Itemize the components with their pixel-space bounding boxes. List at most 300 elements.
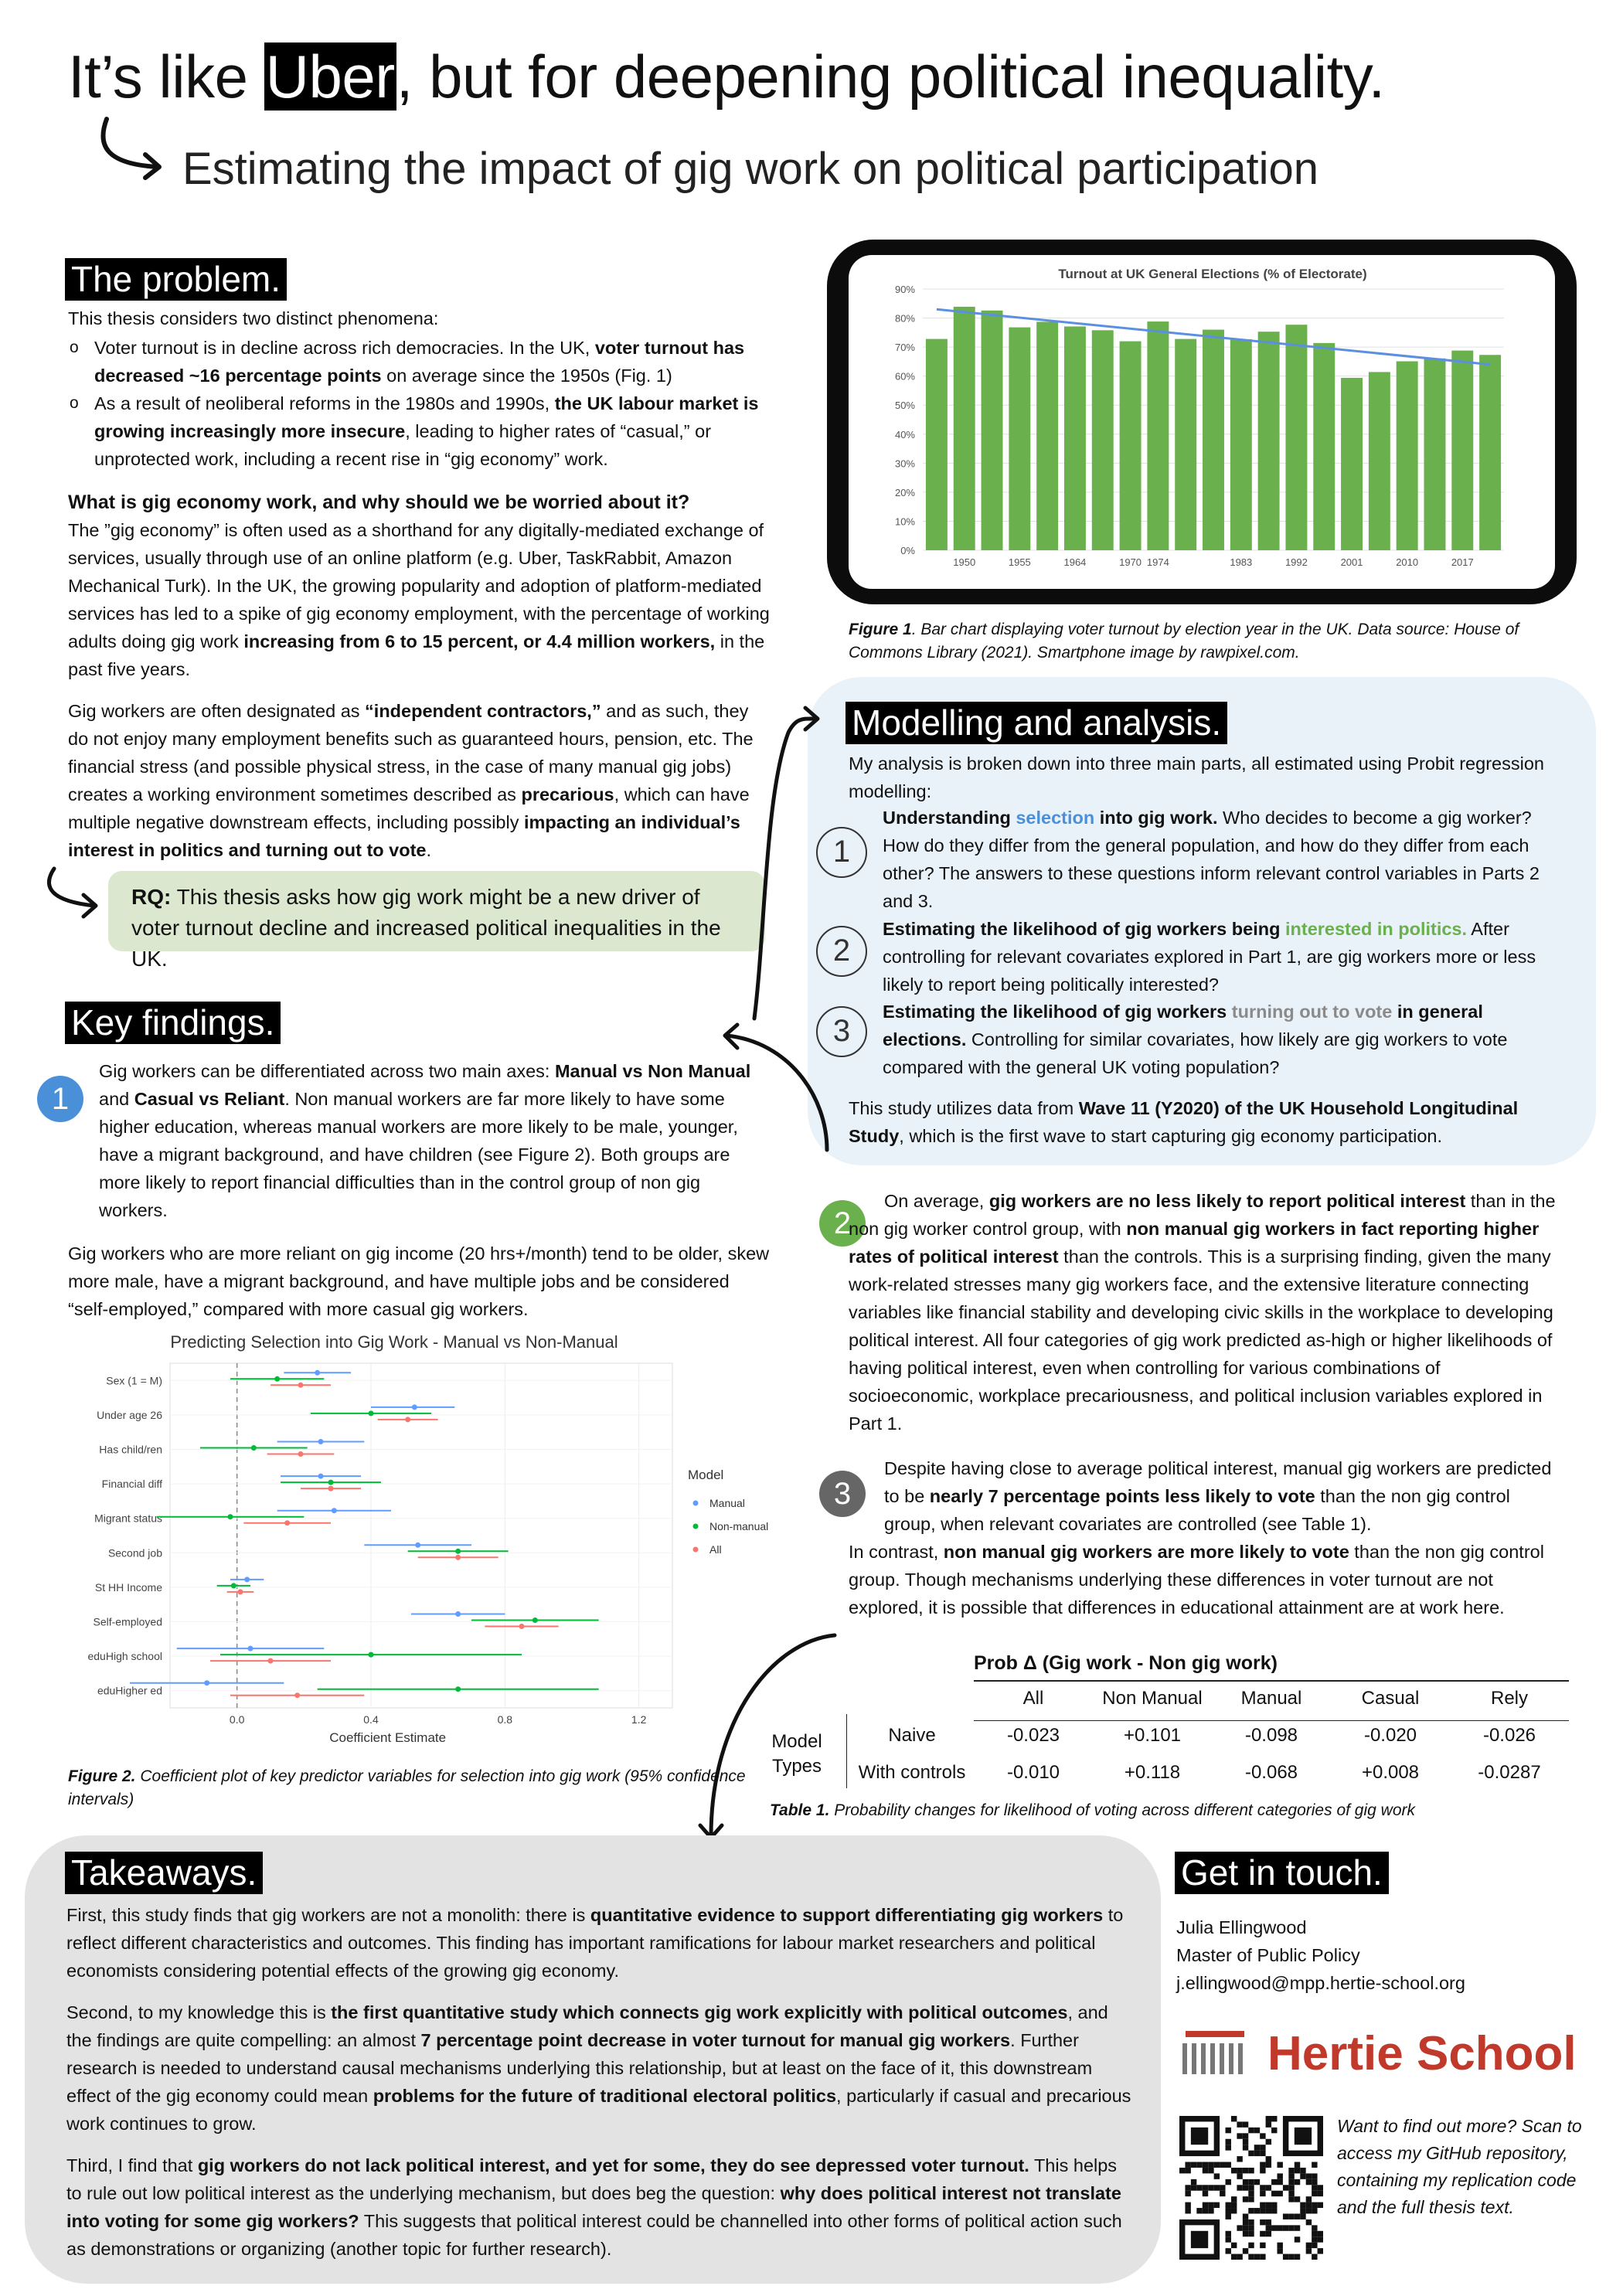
x-tick-label: 1964: [1063, 556, 1087, 568]
qr-module: [1312, 2185, 1317, 2190]
point-Manual: [315, 1370, 320, 1376]
qr-module: [1312, 2162, 1317, 2168]
bar-1955: [1009, 328, 1030, 550]
qr-module: [1248, 2196, 1254, 2202]
qr-module: [1226, 2202, 1231, 2208]
legend-key-Manual: [693, 1501, 699, 1506]
hertie-logo-icon: [1179, 2031, 1250, 2077]
qr-module: [1243, 2185, 1248, 2190]
takeaways-body: [66, 1901, 1133, 2277]
qr-module: [1288, 2225, 1294, 2230]
qr-module: [1271, 2179, 1277, 2185]
qr-module: [1185, 2168, 1190, 2173]
qr-module: [1248, 2231, 1254, 2236]
problem-intro: This thesis considers two distinct phenomena:: [68, 308, 439, 328]
bar-1974F: [1147, 321, 1169, 550]
legend-key-All: [693, 1547, 699, 1553]
problem-bullet-1: o Voter turnout is in decline across rich democracies. In the UK, voter turnout has decreased ~16 percentage points on average since the 1950s (Fig. 1): [94, 334, 771, 389]
qr-module: [1248, 2128, 1254, 2133]
qr-module: [1260, 2202, 1265, 2208]
qr-module: [1237, 2185, 1242, 2190]
qr-module: [1248, 2208, 1254, 2213]
qr-module: [1231, 2196, 1237, 2202]
table-cell: -0.023: [1006, 1725, 1060, 1746]
x-tick-label: 1950: [953, 556, 976, 568]
qr-module: [1288, 2191, 1294, 2196]
y-tick-label: 50%: [894, 400, 915, 412]
qr-module: [1277, 2173, 1282, 2179]
qr-module: [1220, 2191, 1225, 2196]
qr-module: [1248, 2191, 1254, 2196]
y-tick-label: Migrant status: [94, 1512, 162, 1525]
qr-module: [1295, 2225, 1300, 2230]
y-tick-label: Self-employed: [93, 1615, 162, 1628]
point-Non-manual: [228, 1514, 233, 1519]
problem-body: [68, 304, 771, 878]
qr-module: [1237, 2173, 1242, 2179]
modelling-part-3: Estimating the likelihood of gig workers turning out to vote in general elections. Controlling for similar covariates, how likely are gig workers to vote compared with the general UK voting population?: [883, 1002, 1508, 1077]
qr-module: [1226, 2231, 1231, 2236]
qr-module: [1226, 2208, 1231, 2213]
qr-module: [1243, 2168, 1248, 2173]
qr-module: [1248, 2225, 1254, 2230]
qr-module: [1306, 2208, 1312, 2213]
qr-module: [1306, 2243, 1312, 2248]
poster-subtitle: Estimating the impact of gig work on political participation: [182, 144, 1319, 194]
x-tick-label: 2010: [1396, 556, 1419, 568]
qr-module: [1243, 2133, 1248, 2138]
figure-1-caption: Figure 1. Bar chart displaying voter turnout by election year in the UK. Data source: House of Commons Library (2021). Smartphone image by rawpixel.com.: [849, 621, 1519, 662]
y-tick-label: Second job: [107, 1546, 162, 1560]
table-1-rule: [974, 1680, 1569, 1682]
coefficient-plot: [70, 1328, 781, 1760]
modelling-header-wrap: [846, 702, 1227, 744]
point-Non-manual: [369, 1652, 374, 1658]
legend-title: Model: [688, 1468, 724, 1482]
qr-module: [1312, 2191, 1317, 2196]
qr-module: [1266, 2231, 1271, 2236]
problem-bullet-2: o As a result of neoliberal reforms in the 1980s and 1990s, the UK labour market is growing increasingly more insecure, leading to higher rates of “casual,” or unprotected work, including a recent rise in “gig economy” work.: [94, 389, 771, 473]
qr-module: [1248, 2254, 1254, 2260]
qr-module: [1312, 2179, 1317, 2185]
takeaway-2: Second, to my knowledge this is the first quantitative study which connects gig work explicitly with political outcomes, and the findings are quite compelling: an almost 7 percentage point decrease in voter turnout for manual gig workers. Further research is needed to understand causal mechanisms underlying this relationship, but at least on the face of it, this downstream effect of the gig economy could mean problems for the future of traditional electoral politics, particularly if casual and precarious work continues to grow.: [66, 2002, 1131, 2134]
problem-header: The problem.: [65, 258, 287, 301]
table-row-label: With controls: [858, 1762, 966, 1783]
bar-1951: [982, 311, 1003, 550]
bar-2005: [1369, 372, 1390, 550]
qr-module: [1220, 2185, 1225, 2190]
qr-module: [1295, 2196, 1300, 2202]
table-cell: +0.008: [1361, 1762, 1420, 1783]
qr-module: [1300, 2202, 1305, 2208]
y-tick-label: St HH Income: [94, 1580, 162, 1594]
qr-module: [1226, 2145, 1231, 2150]
qr-module: [1266, 2139, 1271, 2145]
qr-module: [1266, 2202, 1271, 2208]
qr-module: [1243, 2219, 1248, 2225]
table-cell: +0.118: [1124, 1762, 1181, 1783]
problem-paragraph-1: The ”gig economy” is often used as a shorthand for any digitally-mediated exchange of services, usually through use of an online platform (e.g. Uber, TaskRabbit, Amazon Mechanical Turk). In the UK, the growing popularity and adoption of platform-mediated services has led to a spike of gig economy employment, with the percentage of working adults doing gig work increasing from 6 to 15 percent, or 4.4 million workers, in the past five years.: [68, 520, 770, 679]
qr-module: [1318, 2231, 1323, 2236]
qr-module: [1312, 2202, 1317, 2208]
qr-module: [1185, 2162, 1190, 2168]
qr-module: [1243, 2121, 1248, 2127]
table-1-title: Prob Δ (Gig work - Non gig work): [974, 1652, 1278, 1674]
qr-module: [1248, 2185, 1254, 2190]
qr-module: [1237, 2168, 1242, 2173]
qr-module: [1306, 2179, 1312, 2185]
table-cell: -0.020: [1363, 1725, 1417, 1746]
qr-module: [1231, 2116, 1237, 2121]
point-Manual: [455, 1611, 461, 1617]
bar-1950: [954, 307, 975, 550]
turnout-bar-chart: [849, 255, 1555, 589]
x-tick-label: 1992: [1284, 556, 1308, 568]
qr-module: [1318, 2236, 1323, 2242]
qr-module: [1179, 2168, 1185, 2173]
qr-finder-core: [1191, 2128, 1208, 2145]
findings-header: Key findings.: [65, 1002, 281, 1044]
qr-module: [1226, 2213, 1231, 2219]
problem-question: What is gig economy work, and why should we be worried about it?: [68, 492, 690, 513]
qr-module: [1288, 2179, 1294, 2185]
qr-module: [1288, 2196, 1294, 2202]
bar-2001: [1341, 378, 1363, 550]
part-3-number: 3: [816, 1006, 867, 1057]
qr-module: [1243, 2248, 1248, 2253]
qr-module: [1300, 2173, 1305, 2179]
qr-module: [1312, 2231, 1317, 2236]
qr-module: [1271, 2191, 1277, 2196]
x-axis-label: Coefficient Estimate: [329, 1730, 447, 1745]
qr-module: [1260, 2243, 1265, 2248]
qr-module: [1318, 2202, 1323, 2208]
contact-degree: Master of Public Policy: [1176, 1945, 1360, 1965]
bar-1966: [1092, 330, 1114, 550]
takeaways-header-wrap: [65, 1852, 263, 1894]
qr-module: [1196, 2162, 1202, 2168]
problem-section: [65, 258, 287, 301]
qr-module: [1203, 2191, 1208, 2196]
qr-module: [1283, 2185, 1288, 2190]
qr-module: [1271, 2202, 1277, 2208]
table-cell: -0.0287: [1478, 1762, 1541, 1783]
finding-1-badge: 1: [37, 1076, 83, 1122]
qr-module: [1243, 2139, 1248, 2145]
table-column-header: All: [1022, 1688, 1044, 1709]
qr-module: [1306, 2219, 1312, 2225]
y-tick-label: 60%: [894, 370, 915, 383]
qr-module: [1266, 2185, 1271, 2190]
qr-module: [1231, 2208, 1237, 2213]
qr-module: [1277, 2162, 1282, 2168]
part-1-number: 1: [816, 827, 867, 878]
qr-module: [1248, 2151, 1254, 2156]
qr-module: [1203, 2168, 1208, 2173]
qr-module: [1208, 2162, 1213, 2168]
qr-module: [1203, 2162, 1208, 2168]
qr-module: [1295, 2254, 1300, 2260]
bar-1964: [1064, 326, 1086, 550]
point-Non-manual: [328, 1480, 334, 1485]
finding-1-reliant: Gig workers who are more reliant on gig income (20 hrs+/month) tend to be older, skew more male, have a migrant background, and have multiple jobs and be considered “self-employed,” compared with more casual gig workers.: [68, 1243, 770, 1319]
legend-key-Non-manual: [693, 1524, 699, 1529]
legend-label: All: [709, 1543, 722, 1556]
point-Manual: [204, 1680, 209, 1685]
qr-module: [1288, 2173, 1294, 2179]
qr-module: [1295, 2168, 1300, 2173]
qr-module: [1208, 2208, 1213, 2213]
qr-module: [1260, 2219, 1265, 2225]
qr-module: [1208, 2202, 1213, 2208]
point-Non-manual: [251, 1445, 257, 1451]
qr-module: [1214, 2185, 1220, 2190]
qr-module: [1295, 2213, 1300, 2219]
qr-description: Want to find out more? Scan to access my GitHub repository, containing my replication code and the full thesis text.: [1337, 2116, 1582, 2217]
qr-module: [1271, 2208, 1277, 2213]
point-All: [294, 1692, 300, 1698]
bar-2015: [1424, 359, 1446, 550]
qr-module: [1203, 2185, 1208, 2190]
point-Manual: [318, 1439, 324, 1444]
point-Non-manual: [532, 1617, 538, 1623]
y-tick-label: Has child/ren: [99, 1443, 162, 1456]
point-Non-manual: [274, 1376, 280, 1382]
qr-module: [1191, 2179, 1196, 2185]
table-1-header-rule: [974, 1720, 1569, 1721]
y-tick-label: 10%: [894, 515, 915, 528]
qr-module: [1312, 2173, 1317, 2179]
qr-module: [1226, 2162, 1231, 2168]
legend-label: Manual: [709, 1497, 745, 1509]
qr-module: [1266, 2219, 1271, 2225]
qr-module: [1260, 2185, 1265, 2190]
qr-module: [1254, 2128, 1260, 2133]
bar-2010: [1397, 362, 1418, 550]
qr-module: [1254, 2151, 1260, 2156]
qr-module: [1306, 2196, 1312, 2202]
point-All: [284, 1520, 290, 1526]
contact-name: Julia Ellingwood: [1176, 1917, 1307, 1937]
point-Manual: [244, 1577, 250, 1582]
qr-module: [1312, 2208, 1317, 2213]
table-cell: -0.010: [1006, 1762, 1060, 1783]
table-cell: -0.026: [1482, 1725, 1536, 1746]
qr-module: [1277, 2179, 1282, 2185]
qr-module: [1254, 2254, 1260, 2260]
rq-arrow-icon: [37, 864, 107, 926]
qr-module: [1260, 2133, 1265, 2138]
bar-1974O: [1175, 339, 1196, 550]
point-Non-manual: [369, 1410, 374, 1416]
qr-module: [1237, 2133, 1242, 2138]
qr-finder-core: [1295, 2128, 1312, 2145]
bar-2017: [1451, 351, 1473, 550]
y-tick-label: 40%: [894, 428, 915, 440]
x-tick-label: 2001: [1340, 556, 1363, 568]
qr-module: [1271, 2116, 1277, 2121]
point-Non-manual: [455, 1686, 461, 1692]
research-question-box: [108, 871, 765, 971]
table-column-header: Rely: [1490, 1688, 1528, 1709]
qr-module: [1295, 2179, 1300, 2185]
school-name: Hertie School: [1267, 2027, 1577, 2080]
modelling-header: Modelling and analysis.: [846, 702, 1227, 744]
point-All: [519, 1624, 525, 1629]
qr-module: [1185, 2202, 1190, 2208]
qr-module: [1196, 2185, 1202, 2190]
qr-module: [1271, 2128, 1277, 2133]
table-column-header: Non Manual: [1102, 1688, 1203, 1709]
qr-module: [1237, 2121, 1242, 2127]
y-tick-label: 30%: [894, 457, 915, 470]
y-tick-label: Financial diff: [101, 1478, 162, 1491]
qr-module: [1214, 2202, 1220, 2208]
qr-module: [1283, 2225, 1288, 2230]
qr-module: [1271, 2225, 1277, 2230]
qr-module: [1260, 2145, 1265, 2150]
qr-module: [1248, 2243, 1254, 2248]
qr-module: [1248, 2179, 1254, 2185]
qr-code-icon[interactable]: [1179, 2116, 1323, 2260]
bar-1983: [1230, 339, 1252, 550]
point-Non-manual: [231, 1583, 236, 1588]
qr-module: [1254, 2179, 1260, 2185]
contact-header: Get in touch.: [1175, 1852, 1389, 1894]
qr-module: [1243, 2145, 1248, 2150]
qr-module: [1231, 2168, 1237, 2173]
y-tick-label: 80%: [894, 312, 915, 325]
bar-1979: [1203, 330, 1224, 550]
qr-module: [1248, 2219, 1254, 2225]
poster-title: It’s like Uber, but for deepening political inequality.: [68, 43, 1385, 111]
qr-module: [1243, 2179, 1248, 2185]
qr-module: [1266, 2208, 1271, 2213]
qr-module: [1312, 2225, 1317, 2230]
qr-module: [1208, 2168, 1213, 2173]
takeaway-1: First, this study finds that gig workers are not a monolith: there is quantitative evidence to support differentiating gig workers to reflect different characteristics and outcomes. This finding has important ramifications for labour market researchers and political economists considering potential effects of the growing gig economy.: [66, 1905, 1124, 1981]
qr-module: [1203, 2208, 1208, 2213]
point-All: [328, 1486, 334, 1492]
point-All: [268, 1658, 274, 1664]
table-1-columns: [974, 1688, 1569, 1713]
qr-module: [1243, 2196, 1248, 2202]
y-tick-label: 70%: [894, 342, 915, 354]
qr-module: [1226, 2236, 1231, 2242]
x-tick-label: 1970: [1119, 556, 1142, 568]
bar-1987: [1258, 332, 1280, 550]
point-Manual: [318, 1474, 324, 1479]
qr-module: [1306, 2173, 1312, 2179]
finding-3-badge: 3: [819, 1471, 866, 1517]
qr-module: [1220, 2162, 1225, 2168]
point-Manual: [412, 1404, 417, 1410]
qr-module: [1266, 2116, 1271, 2121]
findings-header-wrap: [65, 1002, 281, 1044]
y-tick-label: Sex (1 = M): [106, 1374, 162, 1387]
legend-label: Non-manual: [709, 1520, 769, 1532]
qr-module: [1260, 2191, 1265, 2196]
qr-module: [1254, 2145, 1260, 2150]
qr-module: [1318, 2185, 1323, 2190]
qr-module: [1260, 2168, 1265, 2173]
point-Manual: [332, 1508, 337, 1513]
qr-module: [1306, 2202, 1312, 2208]
qr-module: [1254, 2208, 1260, 2213]
x-tick-label: 0.0: [229, 1713, 245, 1726]
table-1-caption: Table 1. Probability changes for likelihood of voting across different categories of gig work: [770, 1801, 1415, 1819]
contact-email[interactable]: j.ellingwood@mpp.hertie-school.org: [1176, 1973, 1465, 1993]
qr-module: [1277, 2248, 1282, 2253]
qr-module: [1243, 2231, 1248, 2236]
x-tick-label: 0.4: [363, 1713, 379, 1726]
qr-module: [1306, 2248, 1312, 2253]
table-row-label: Naive: [888, 1725, 936, 1746]
qr-module: [1260, 2254, 1265, 2260]
qr-module: [1260, 2208, 1265, 2213]
y-tick-label: 20%: [894, 486, 915, 498]
qr-module: [1214, 2173, 1220, 2179]
y-tick-label: eduHigher ed: [97, 1684, 162, 1697]
modelling-intro: My analysis is broken down into three main parts, all estimated using Probit regression modelling:: [849, 753, 1544, 801]
takeaways-header: Takeaways.: [65, 1852, 263, 1894]
x-tick-label: 2017: [1451, 556, 1474, 568]
x-tick-label: 0.8: [497, 1713, 513, 1726]
title-highlight: Uber: [265, 43, 395, 111]
bar-2019: [1479, 355, 1501, 550]
point-All: [298, 1451, 304, 1457]
qr-module: [1226, 2179, 1231, 2185]
bar-1959: [1036, 321, 1058, 550]
research-question: RQ: This thesis asks how gig work might be a new driver of voter turnout decline and increased political inequalities in the UK.: [131, 885, 721, 971]
table-cell: +0.101: [1123, 1725, 1182, 1746]
qr-module: [1226, 2139, 1231, 2145]
qr-module: [1266, 2156, 1271, 2162]
point-All: [238, 1589, 243, 1594]
qr-module: [1266, 2225, 1271, 2230]
table-cell: -0.068: [1244, 1762, 1298, 1783]
modelling-part-2: Estimating the likelihood of gig workers being interested in politics. After controlling for relevant covariates explored in Part 1, are gig workers more or less likely to report being politically interested?: [883, 919, 1536, 995]
qr-module: [1312, 2254, 1317, 2260]
qr-module: [1283, 2254, 1288, 2260]
point-All: [455, 1555, 461, 1560]
table-column-header: Casual: [1361, 1688, 1420, 1709]
table-1-stub-rule: [846, 1714, 847, 1788]
part-2-number: 2: [816, 926, 867, 977]
qr-module: [1266, 2162, 1271, 2168]
qr-module: [1208, 2185, 1213, 2190]
qr-module: [1260, 2151, 1265, 2156]
problem-paragraph-2: Gig workers are often designated as “independent contractors,” and as such, they do not enjoy many employment benefits such as guaranteed hours, pension, etc. The financial stress (and possible physical stress, in the case of many manual gig jobs) creates a working environment sometimes described as precarious, which can have multiple negative downstream effects, including possibly impacting an individual’s interest in politics and turning out to vote.: [68, 701, 754, 860]
bar-1992: [1285, 325, 1307, 550]
qr-module: [1231, 2243, 1237, 2248]
x-tick-label: 1983: [1230, 556, 1253, 568]
x-tick-label: 1955: [1008, 556, 1031, 568]
qr-module: [1277, 2243, 1282, 2248]
qr-module: [1243, 2225, 1248, 2230]
qr-module: [1318, 2248, 1323, 2253]
bar-1997: [1313, 343, 1335, 550]
qr-module: [1260, 2162, 1265, 2168]
curved-arrow-icon: [93, 113, 170, 182]
x-tick-label: 1974: [1146, 556, 1169, 568]
qr-module: [1237, 2156, 1242, 2162]
bar-1945: [926, 339, 948, 550]
qr-module: [1300, 2213, 1305, 2219]
y-tick-label: 0%: [900, 545, 915, 556]
qr-module: [1277, 2191, 1282, 2196]
qr-module: [1288, 2185, 1294, 2190]
